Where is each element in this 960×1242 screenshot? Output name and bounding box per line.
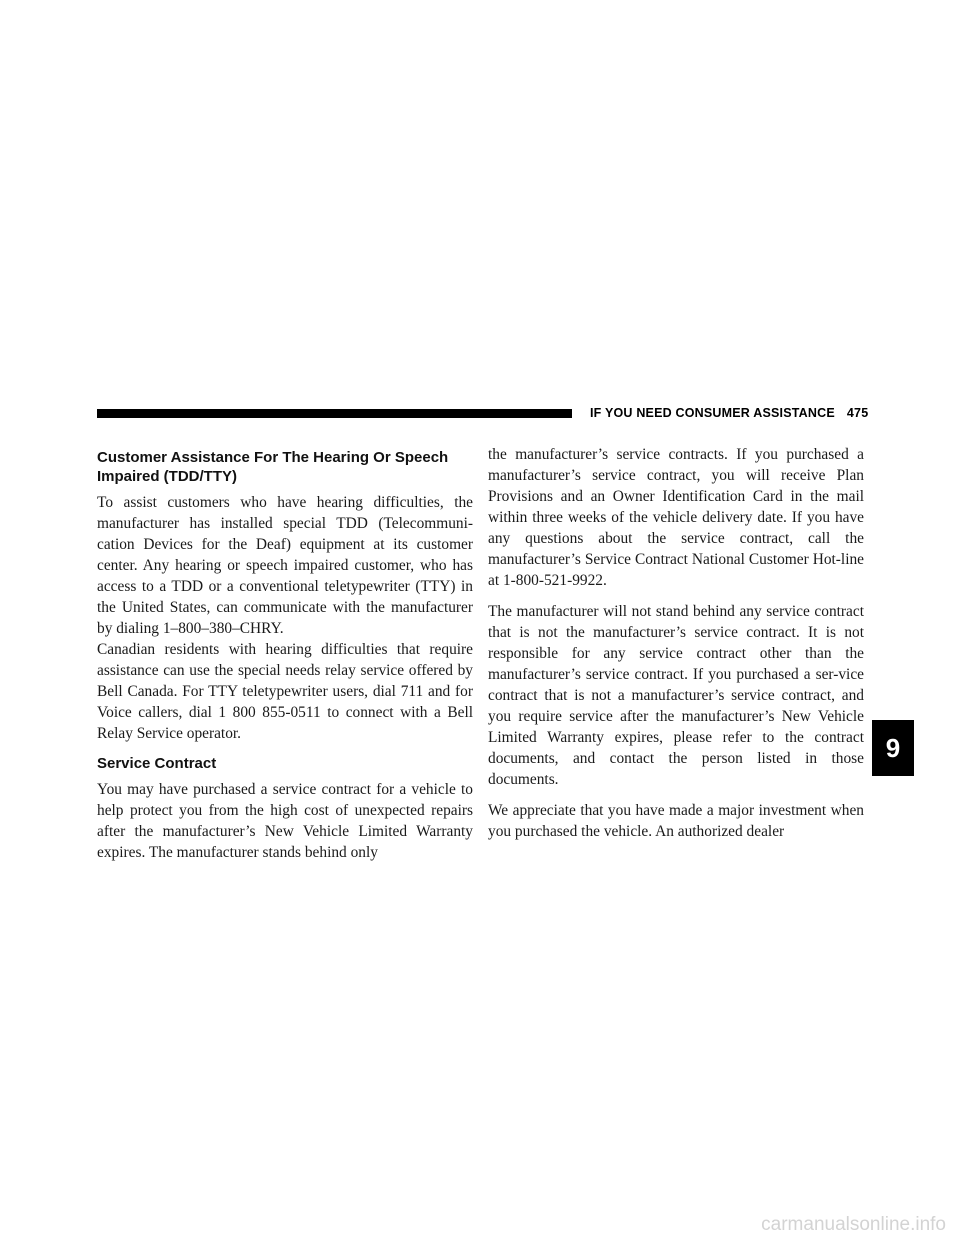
left-column <box>97 448 473 863</box>
heading-hearing-impaired: Customer Assistance For The Hearing Or Speech Impaired (TDD/TTY) <box>97 449 449 485</box>
heading-service-contract: Service Contract <box>97 755 217 772</box>
paragraph-contract-continued: the manufacturer’s service contracts. If you purchased a manufacturer’s service contract, you will receive Plan Provisions and an Owner Identification Card in the mail within three weeks of the vehicle delivery date. If you have any questions about the service contract, call the manufacturer’s Service Contract National Customer Hot-line at 1-800-521-9922. <box>488 446 864 589</box>
header-rule <box>97 409 572 418</box>
paragraph-tdd: To assist customers who have hearing difficulties, the manufacturer has installed special TDD (Telecommuni-cation Devices for the Deaf) equipment at its customer center. Any hearing or speech impaired customer, who has access to a TDD or a conventional teletypewriter (TTY) in the United States, can communicate with the manufacturer by dialing 1–800–380–CHRY. <box>97 494 473 637</box>
paragraph-not-stand-behind: The manufacturer will not stand behind any service contract that is not the manufacturer’s service contract. It is not responsible for any service contract other than the manufacturer’s service contract. If you purchased a ser-vice contract that is not a manufacturer’s service contract, and you require service after the manufacturer’s New Vehicle Limited Warranty expires, please refer to the contract documents, and contact the person listed in those documents. <box>488 603 864 788</box>
section-title: IF YOU NEED CONSUMER ASSISTANCE <box>590 406 835 420</box>
chapter-tab: 9 <box>872 720 914 776</box>
paragraph-service-contract: You may have purchased a service contract for a vehicle to help protect you from the high cost of unexpected repairs after the manufacturer’s New Vehicle Limited Warranty expires. The manufacturer stands behind only <box>97 781 473 861</box>
watermark-text[interactable]: carmanualsonline.info <box>761 1214 946 1235</box>
paragraph-major-investment: We appreciate that you have made a major investment when you purchased the vehicle. An authorized dealer <box>488 802 864 840</box>
running-header <box>590 406 868 420</box>
paragraph-canada-relay: Canadian residents with hearing difficulties that require assistance can use the special needs relay service offered by Bell Canada. For TTY teletypewriter users, dial 711 and for Voice callers, dial 1 800 855-0511 to connect with a Bell Relay Service operator. <box>97 641 473 742</box>
page-number: 475 <box>846 406 869 420</box>
right-column <box>488 444 864 842</box>
